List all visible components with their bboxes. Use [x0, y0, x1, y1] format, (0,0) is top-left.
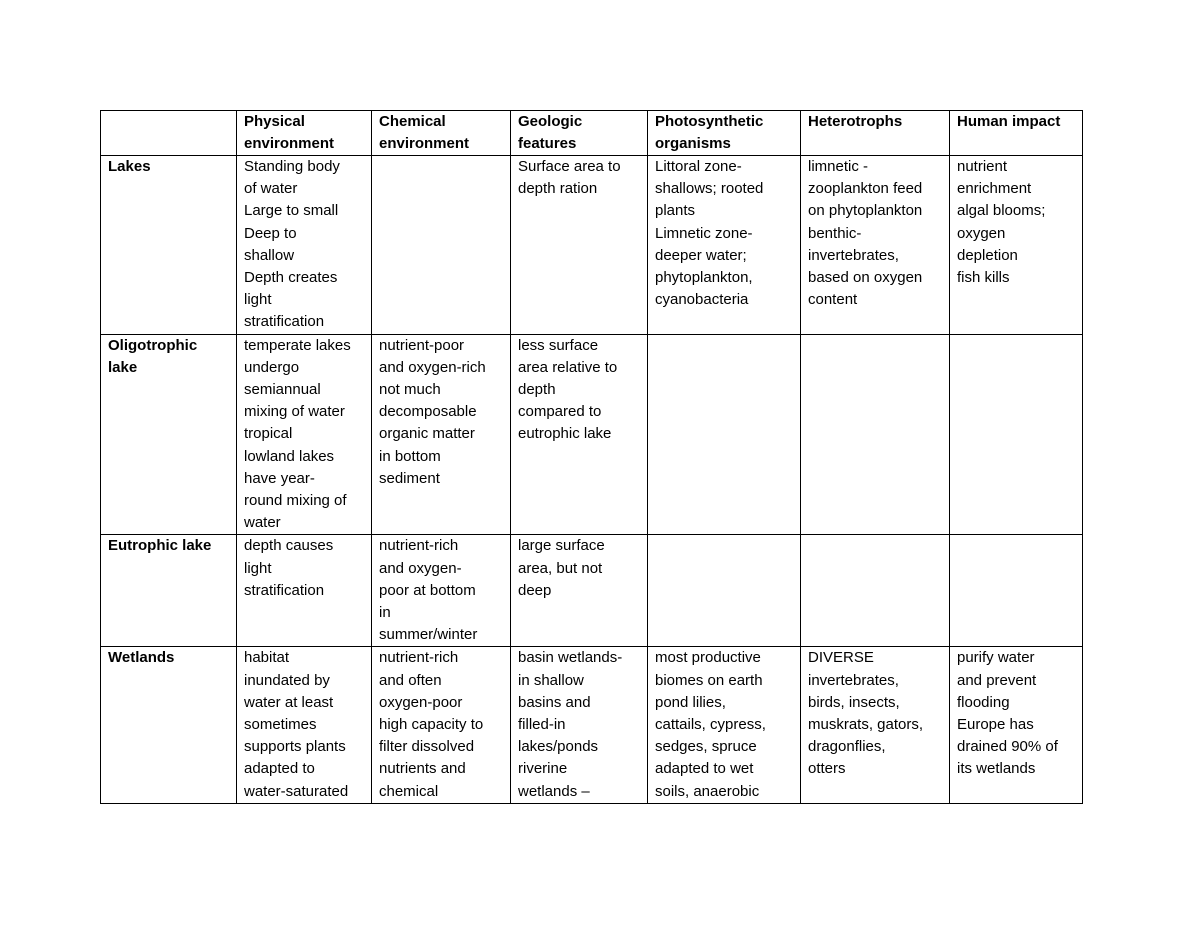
cell-line: semiannual — [244, 381, 321, 399]
header-photosynthetic-organisms — [648, 111, 801, 156]
header-physical-environment — [237, 111, 372, 156]
cell-human-impact — [950, 156, 1083, 335]
cell-human-impact — [950, 647, 1083, 803]
cell-line: sometimes — [244, 716, 317, 734]
cell-line: mixing of water — [244, 403, 345, 421]
cell-line: purify water — [957, 649, 1035, 667]
row-label-line: Oligotrophic — [108, 336, 198, 354]
cell-line: sediment — [379, 469, 440, 487]
cell-line: nutrient-rich — [379, 537, 459, 555]
cell-line: and prevent — [957, 671, 1037, 689]
cell-line: Deep to — [244, 224, 297, 242]
header-line: environment — [244, 135, 335, 152]
cell-line: DIVERSE — [808, 649, 874, 667]
cell-line: basins and — [518, 693, 591, 711]
cell-chemical-environment — [372, 334, 511, 535]
cell-line: compared to — [518, 403, 602, 421]
row-label-cell — [101, 535, 237, 647]
cell-line: chemical — [379, 782, 439, 800]
cell-line: nutrients and — [379, 760, 466, 778]
cell-line: depth causes — [244, 537, 334, 555]
header-line: Human impact — [957, 113, 1061, 130]
cell-line: filter dissolved — [379, 738, 475, 756]
cell-line: Standing body — [244, 158, 340, 175]
table-header-row — [101, 111, 1083, 156]
cell-photosynthetic-organisms — [648, 334, 801, 535]
cell-line: muskrats, gators, — [808, 716, 924, 734]
cell-line: Depth creates — [244, 269, 338, 287]
cell-line: not much — [379, 381, 441, 399]
cell-line: large surface — [518, 537, 605, 555]
cell-heterotrophs — [801, 334, 950, 535]
cell-line: nutrient-poor — [379, 336, 465, 354]
cell-human-impact — [950, 535, 1083, 647]
cell-physical-environment — [237, 535, 372, 647]
cell-chemical-environment — [372, 647, 511, 803]
header-line: Physical — [244, 113, 305, 130]
header-corner-cell — [101, 111, 237, 156]
header-line: organisms — [655, 135, 731, 152]
cell-line: filled-in — [518, 716, 566, 734]
row-label-line: Wetlands — [108, 649, 175, 667]
cell-line: shallow — [244, 246, 295, 264]
cell-line: oxygen — [957, 224, 1006, 242]
cell-line: fish kills — [957, 269, 1010, 287]
cell-line: in shallow — [518, 671, 584, 689]
cell-line: eutrophic lake — [518, 425, 612, 443]
cell-heterotrophs — [801, 156, 950, 335]
header-line: Chemical — [379, 113, 446, 130]
cell-photosynthetic-organisms — [648, 156, 801, 335]
cell-line: depth — [518, 381, 556, 399]
cell-physical-environment — [237, 334, 372, 535]
cell-line: in — [379, 604, 391, 622]
cell-line: Surface area to — [518, 158, 621, 175]
cell-geologic-features — [511, 156, 648, 335]
table-row-wetlands — [101, 647, 1083, 803]
cell-heterotrophs — [801, 647, 950, 803]
cell-line: lowland lakes — [244, 447, 335, 465]
cell-line: undergo — [244, 358, 300, 376]
cell-line: supports plants — [244, 738, 346, 756]
cell-line: water — [244, 514, 281, 532]
row-label-line: Eutrophic lake — [108, 537, 212, 555]
cell-line: water-saturated — [244, 782, 349, 800]
cell-line: Limnetic zone- — [655, 224, 753, 242]
cell-line: otters — [808, 760, 846, 778]
cell-line: sedges, spruce — [655, 738, 757, 756]
cell-physical-environment — [237, 156, 372, 335]
cell-line: deep — [518, 581, 552, 599]
cell-line: shallows; rooted — [655, 180, 764, 198]
cell-line: area, but not — [518, 559, 603, 577]
cell-line: stratification — [244, 581, 325, 599]
cell-line: deeper water; — [655, 246, 747, 264]
cell-geologic-features — [511, 535, 648, 647]
cell-line: in bottom — [379, 447, 441, 465]
cell-chemical-environment — [372, 156, 511, 335]
row-label-line: Lakes — [108, 158, 151, 175]
cell-line: benthic- — [808, 224, 862, 242]
header-line: Heterotrophs — [808, 113, 903, 130]
cell-line: basin wetlands- — [518, 649, 623, 667]
row-label-cell — [101, 334, 237, 535]
cell-line: less surface — [518, 336, 599, 354]
cell-human-impact — [950, 334, 1083, 535]
cell-line: biomes on earth — [655, 671, 763, 689]
row-label-line: lake — [108, 358, 138, 376]
cell-line: of water — [244, 180, 298, 198]
cell-line: decomposable — [379, 403, 477, 421]
cell-line: its wetlands — [957, 760, 1036, 778]
cell-line: inundated by — [244, 671, 330, 689]
cell-line: Large to small — [244, 202, 339, 220]
cell-line: dragonflies, — [808, 738, 886, 756]
cell-line: Littoral zone- — [655, 158, 742, 175]
table-row-lakes — [101, 156, 1083, 335]
cell-heterotrophs — [801, 535, 950, 647]
table-row-eutrophic-lake — [101, 535, 1083, 647]
cell-line: organic matter — [379, 425, 475, 443]
header-line: Photosynthetic — [655, 113, 764, 130]
cell-line: enrichment — [957, 180, 1032, 198]
cell-line: light — [244, 291, 272, 309]
cell-line: based on oxygen — [808, 269, 923, 287]
cell-line: and oxygen-rich — [379, 358, 486, 376]
cell-line: lakes/ponds — [518, 738, 599, 756]
row-label-cell — [101, 156, 237, 335]
cell-line: on phytoplankton — [808, 202, 923, 220]
cell-line: adapted to wet — [655, 760, 754, 778]
cell-line: water at least — [244, 693, 334, 711]
cell-physical-environment — [237, 647, 372, 803]
row-label-cell — [101, 647, 237, 803]
table-row-oligotrophic-lake — [101, 334, 1083, 535]
cell-line: oxygen-poor — [379, 693, 463, 711]
cell-line: soils, anaerobic — [655, 782, 760, 800]
cell-line: area relative to — [518, 358, 618, 376]
cell-line: invertebrates, — [808, 671, 899, 689]
header-geologic-features — [511, 111, 648, 156]
header-chemical-environment — [372, 111, 511, 156]
header-line: Geologic — [518, 113, 583, 130]
cell-line: have year- — [244, 469, 315, 487]
cell-line: limnetic - — [808, 158, 869, 175]
cell-line: zooplankton feed — [808, 180, 923, 198]
cell-line: Europe has — [957, 716, 1034, 734]
cell-line: stratification — [244, 313, 325, 331]
cell-line: temperate lakes — [244, 336, 351, 354]
cell-geologic-features — [511, 334, 648, 535]
cell-line: cyanobacteria — [655, 291, 749, 309]
cell-line: cattails, cypress, — [655, 716, 766, 734]
cell-line: plants — [655, 202, 696, 220]
cell-line: adapted to — [244, 760, 315, 778]
cell-line: summer/winter — [379, 626, 478, 644]
cell-photosynthetic-organisms — [648, 647, 801, 803]
cell-line: habitat — [244, 649, 290, 667]
header-line: environment — [379, 135, 470, 152]
header-human-impact — [950, 111, 1083, 156]
cell-line: flooding — [957, 693, 1010, 711]
cell-line: algal blooms; — [957, 202, 1046, 220]
cell-chemical-environment — [372, 535, 511, 647]
cell-line: nutrient-rich — [379, 649, 459, 667]
cell-geologic-features — [511, 647, 648, 803]
cell-line: content — [808, 291, 858, 309]
cell-line: round mixing of — [244, 492, 347, 510]
cell-line: phytoplankton, — [655, 269, 753, 287]
cell-line: and oxygen- — [379, 559, 462, 577]
cell-line: high capacity to — [379, 716, 484, 734]
cell-line: depth ration — [518, 180, 598, 198]
cell-line: wetlands – — [518, 782, 590, 800]
cell-line: light — [244, 559, 272, 577]
cell-line: invertebrates, — [808, 246, 899, 264]
cell-line: riverine — [518, 760, 568, 778]
header-heterotrophs — [801, 111, 950, 156]
cell-line: poor at bottom — [379, 581, 476, 599]
cell-line: most productive — [655, 649, 761, 667]
cell-line: tropical — [244, 425, 293, 443]
ecosystem-comparison-table — [100, 110, 1083, 804]
cell-photosynthetic-organisms — [648, 535, 801, 647]
cell-line: birds, insects, — [808, 693, 900, 711]
cell-line: nutrient — [957, 158, 1008, 175]
cell-line: and often — [379, 671, 442, 689]
header-line: features — [518, 135, 577, 152]
cell-line: depletion — [957, 246, 1018, 264]
cell-line: pond lilies, — [655, 693, 726, 711]
cell-line: drained 90% of — [957, 738, 1058, 756]
